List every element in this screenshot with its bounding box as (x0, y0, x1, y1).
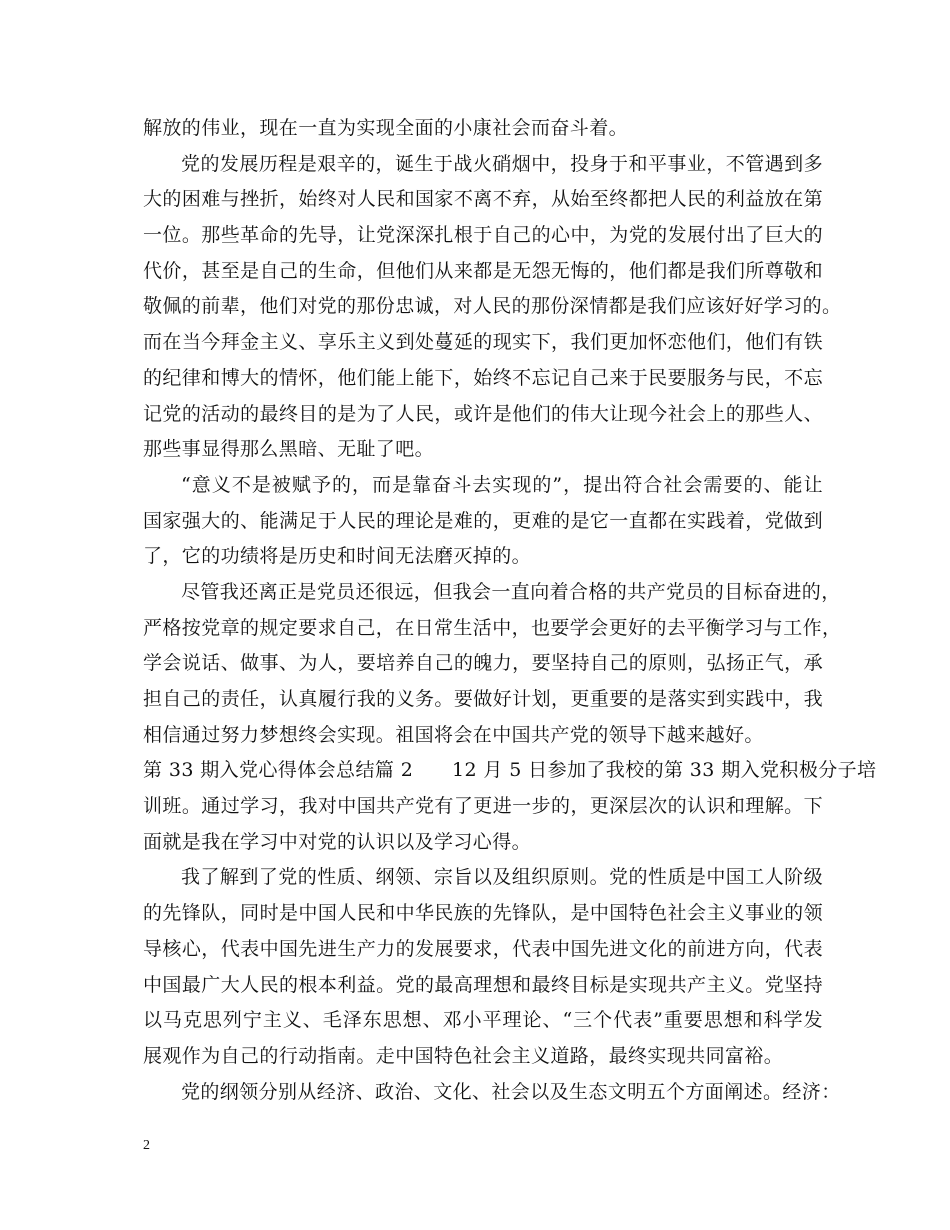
paragraph-start-line: 尽管我还离正是党员还很远，但我会一直向着合格的共产党员的目标奋进的， (181, 580, 841, 603)
text-line: 那些事显得那么黑暗、无耻了吧。 (143, 438, 435, 461)
paragraph-start-line: 党的发展历程是艰辛的，诞生于战火硝烟中，投身于和平事业，不管遇到多 (181, 152, 823, 175)
text-line: 训班。通过学习，我对中国共产党有了更进一步的，更深层次的认识和理解。下 (143, 795, 823, 818)
text-line: 担自己的责任，认真履行我的义务。要做好计划，更重要的是落实到实践中，我 (143, 688, 823, 710)
text-line: 学会说话、做事、为人，要培养自己的魄力，要坚持自己的原则，弘扬正气，承 (143, 652, 823, 675)
document-body (143, 111, 877, 1110)
text-line: 了，它的功绩将是历史和时间无法磨灭掉的。 (143, 545, 532, 568)
text-line: 的纪律和博大的情怀，他们能上能下，始终不忘记自己来于民要服务与民，不忘 (143, 366, 823, 389)
text-line: 代价，甚至是自己的生命，但他们从来都是无怨无悔的，他们都是我们所尊敬和 (143, 259, 823, 282)
paragraph-start-line: 党的纲领分别从经济、政治、文化、社会以及生态文明五个方面阐述。经济： (181, 1080, 841, 1103)
text-line: 而在当今拜金主义、享乐主义到处蔓延的现实下，我们更加怀恋他们，他们有铁 (143, 331, 823, 354)
text-line: 中国最广大人民的根本利益。党的最高理想和最终目标是实现共产主义。党坚持 (143, 973, 823, 996)
text-line: 大的困难与挫折，始终对人民和国家不离不弃，从始至终都把人民的利益放在第 (143, 188, 823, 211)
text-line: 导核心，代表中国先进生产力的发展要求，代表中国先进文化的前进方向，代表 (143, 937, 823, 960)
text-line: 一位。那些革命的先导，让党深深扎根于自己的心中，为党的发展付出了巨大的 (143, 224, 823, 247)
text-line: 面就是我在学习中对党的认识以及学习心得。 (143, 830, 532, 853)
text-line: 以马克思列宁主义、毛泽东思想、邓小平理论、“三个代表”重要思想和科学发 (143, 1009, 823, 1032)
text-line: 记党的活动的最终目的是为了人民，或许是他们的伟大让现今社会上的那些人、 (143, 402, 823, 425)
paragraph-start-line: “意义不是被赋予的，而是靠奋斗去实现的”，提出符合社会需要的、能让 (181, 473, 823, 496)
page-number: 2 (143, 1138, 150, 1153)
text-line: 敬佩的前辈，他们对党的那份忠诚，对人民的那份深情都是我们应该好好学习的。 (143, 295, 842, 318)
text-line: 解放的伟业，现在一直为实现全面的小康社会而奋斗着。 (143, 117, 629, 139)
text-line: 展观作为自己的行动指南。走中国特色社会主义道路，最终实现共同富裕。 (143, 1044, 784, 1067)
text-line: 相信通过努力梦想终会实现。祖国将会在中国共产党的领导下越来越好。 (143, 723, 764, 746)
paragraph-start-line: 我了解到了党的性质、纲领、宗旨以及组织原则。党的性质是中国工人阶级 (181, 866, 823, 889)
text-line: 国家强大的、能满足于人民的理论是难的，更难的是它一直都在实践着，党做到 (143, 509, 823, 532)
text-line: 严格按党章的规定要求自己，在日常生活中，也要学会更好的去平衡学习与工作， (143, 616, 842, 639)
section-heading-line: 第 33 期入党心得体会总结篇 2 12 月 5 日参加了我校的第 33 期入党积极分子培 (143, 759, 877, 782)
text-line: 的先锋队，同时是中国人民和中华民族的先锋队，是中国特色社会主义事业的领 (143, 902, 823, 925)
